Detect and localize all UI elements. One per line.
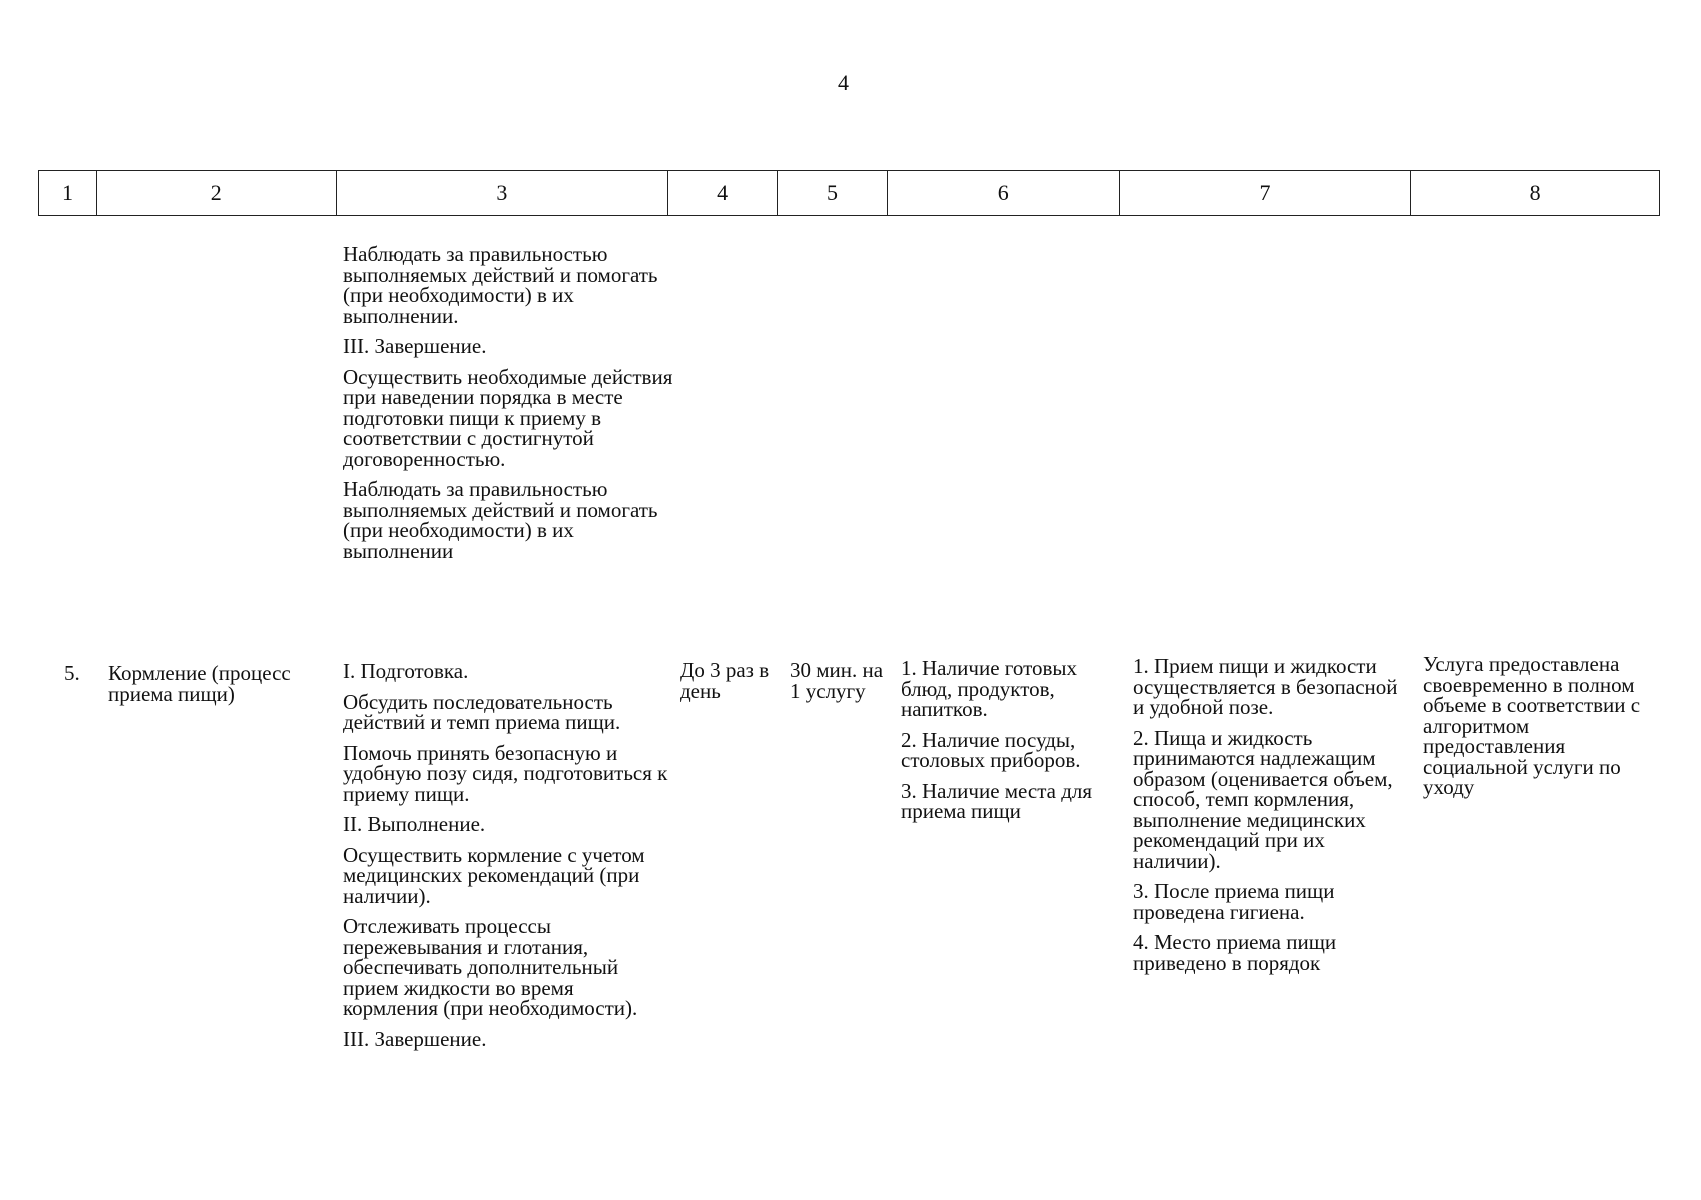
- continuation-paragraph: Наблюдать за правильностью выполняемых действий и помогать (при необходимости) в их выполнении.: [343, 242, 658, 328]
- header-cell-6: 6: [888, 171, 1120, 215]
- row5-service-name: Кормление (процесс приема пищи): [108, 661, 291, 706]
- indicator-item: 4. Место приема пищи приведено в порядок: [1133, 930, 1337, 975]
- procedure-step: Обсудить последовательность действий и темп приема пищи.: [343, 689, 621, 734]
- indicator-item: 1. Прием пищи и жидкости осуществляется в безопасной и удобной позе.: [1133, 654, 1398, 719]
- header-cell-1: 1: [39, 171, 97, 215]
- procedure-step: Осуществить кормление с учетом медицинских рекомендаций (при наличии).: [343, 842, 645, 908]
- continuation-paragraph: III. Завершение.: [343, 334, 487, 358]
- procedure-step: II. Выполнение.: [343, 812, 486, 836]
- procedure-step: III. Завершение.: [343, 1026, 487, 1051]
- header-cell-4: 4: [668, 171, 778, 215]
- row5-number: 5.: [64, 661, 80, 685]
- indicator-item: 3. После приема пищи проведена гигиена.: [1133, 879, 1335, 924]
- header-cell-3: 3: [337, 171, 669, 215]
- condition-item: 2. Наличие посуды, столовых приборов.: [901, 727, 1081, 772]
- row5-conditions: [901, 658, 1126, 822]
- page-number: 4: [838, 70, 849, 95]
- row5-procedure: [343, 661, 673, 1049]
- header-cell-2: 2: [97, 171, 337, 215]
- procedure-step: I. Подготовка.: [343, 659, 469, 683]
- header-cell-7: 7: [1120, 171, 1412, 215]
- row5-frequency: До 3 раз в день: [680, 658, 770, 703]
- row5-duration: 30 мин. на 1 услугу: [790, 658, 884, 703]
- condition-item: 3. Наличие места для приема пищи: [901, 778, 1093, 823]
- header-cell-8: 8: [1529, 180, 1541, 205]
- header-cell-5: 5: [778, 171, 888, 215]
- continuation-paragraph: Осуществить необходимые действия при наведении порядка в месте подготовки пищи к приему в соответствии с достигнутой договоренностью.: [343, 364, 673, 471]
- procedure-step: Отслеживать процессы пережевывания и глотания, обеспечивать дополнительный прием жидкости во время кормления (при необходимости).: [343, 914, 638, 1020]
- continuation-cell-3: [343, 244, 673, 561]
- condition-item: 1. Наличие готовых блюд, продуктов, напитков.: [901, 656, 1077, 721]
- procedure-step: Помочь принять безопасную и удобную позу сидя, подготовиться к приему пищи.: [343, 740, 668, 806]
- indicator-item: 2. Пища и жидкость принимаются надлежащим образом (оценивается объем, способ, темп кормления, выполнение медицинских рекомендаций при их наличии).: [1133, 725, 1393, 873]
- row5-quality-indicators: [1133, 656, 1413, 973]
- column-number-header: [38, 170, 1660, 216]
- continuation-paragraph: Наблюдать за правильностью выполняемых действий и помогать (при необходимости) в их выполнении: [343, 477, 658, 563]
- row5-assessment: Услуга предоставлена своевременно в полном объеме в соответствии с алгоритмом предоставления социальной услуги по уходу: [1423, 652, 1641, 799]
